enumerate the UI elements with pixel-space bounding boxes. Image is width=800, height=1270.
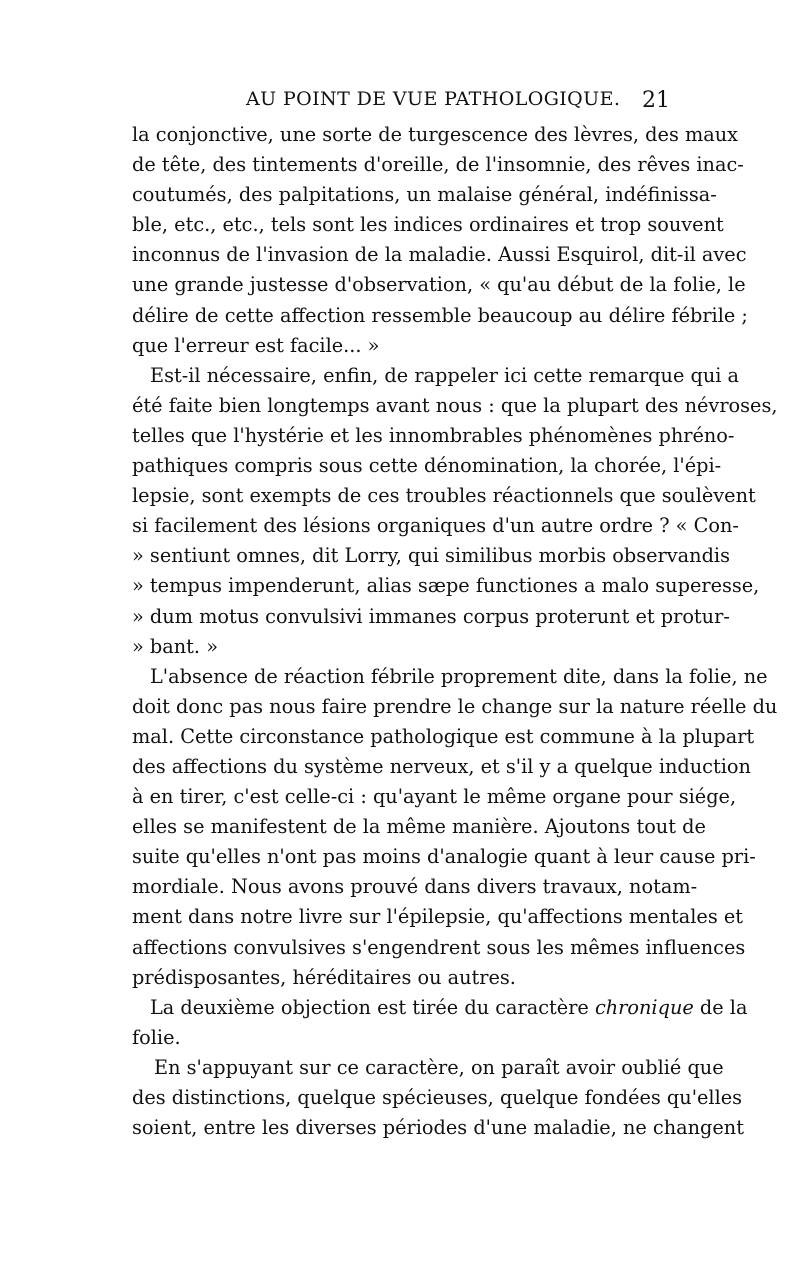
italic-word: chronique xyxy=(594,995,694,1019)
text-line: doit donc pas nous faire prendre le change sur la nature réelle du xyxy=(132,694,778,718)
text-line: telles que l'hystérie et les innombrables phénomènes phréno- xyxy=(132,423,735,447)
text-line: la conjonctive, une sorte de turgescence des lèvres, des maux xyxy=(132,123,739,146)
text-line: été faite bien longtemps avant nous : que la plupart des névroses, xyxy=(132,393,778,417)
text-segment: La deuxième objection est tirée du caractère xyxy=(150,995,595,1019)
text-line: Est-il nécessaire, enfin, de rappeler ici cette remarque qui a xyxy=(150,363,740,387)
text-line: soient, entre les diverses périodes d'une maladie, ne changent xyxy=(132,1116,744,1140)
text-line: des distinctions, quelque spécieuses, quelque fondées qu'elles xyxy=(132,1086,743,1109)
text-line: » bant. » xyxy=(132,634,218,658)
text-line: folie. xyxy=(132,1025,181,1049)
page-body xyxy=(132,120,778,1143)
text-segment: de la xyxy=(693,995,748,1019)
text-line: En s'appuyant sur ce caractère, on paraît avoir oublié que xyxy=(154,1055,724,1079)
text-line: des affections du système nerveux, et s'il y a quelque induction xyxy=(132,754,751,778)
page-number: 21 xyxy=(642,88,670,113)
running-header xyxy=(132,88,670,116)
text-line: mal. Cette circonstance pathologique est commune à la plupart xyxy=(132,724,755,748)
text-line: elles se manifestent de la même manière. Ajoutons tout de xyxy=(132,815,706,839)
text-line: lepsie, sont exempts de ces troubles réactionnels que soulèvent xyxy=(132,484,756,508)
text-line: mordiale. Nous avons prouvé dans divers travaux, notam- xyxy=(132,875,698,899)
text-line: » dum motus convulsivi immanes corpus proterunt et protur- xyxy=(132,604,730,628)
text-line: que l'erreur est facile... » xyxy=(132,333,380,357)
text-line: délire de cette affection ressemble beaucoup au délire fébrile ; xyxy=(132,303,748,327)
text-line: à en tirer, c'est celle-ci : qu'ayant le même organe pour siége, xyxy=(132,785,737,809)
text-line: » sentiunt omnes, dit Lorry, qui similibus morbis observandis xyxy=(132,544,730,568)
text-line: » tempus impenderunt, alias sæpe functiones a malo superesse, xyxy=(132,574,760,598)
text-line-with-italic xyxy=(132,993,748,1023)
text-line: ment dans notre livre sur l'épilepsie, qu'affections mentales et xyxy=(132,905,744,929)
text-line: inconnus de l'invasion de la maladie. Aussi Esquirol, dit-il avec xyxy=(132,243,747,267)
text-line: une grande justesse d'observation, « qu'au début de la folie, le xyxy=(132,273,746,297)
text-line: pathiques compris sous cette dénomination, la chorée, l'épi- xyxy=(132,454,722,478)
text-line: coutumés, des palpitations, un malaise général, indéfinissa- xyxy=(132,183,717,207)
text-line: L'absence de réaction fébrile proprement dite, dans la folie, ne xyxy=(150,664,768,688)
text-line: affections convulsives s'engendrent sous les mêmes influences xyxy=(132,935,746,959)
text-line: prédisposantes, héréditaires ou autres. xyxy=(132,965,516,989)
text-line: ble, etc., etc., tels sont les indices ordinaires et trop souvent xyxy=(132,213,724,237)
text-line: suite qu'elles n'ont pas moins d'analogie quant à leur cause pri- xyxy=(132,845,756,869)
text-line: si facilement des lésions organiques d'un autre ordre ? « Con- xyxy=(132,514,739,538)
running-title: AU POINT DE VUE PATHOLOGIQUE. xyxy=(246,88,621,110)
text-line: de tête, des tintements d'oreille, de l'insomnie, des rêves inac- xyxy=(132,153,744,177)
